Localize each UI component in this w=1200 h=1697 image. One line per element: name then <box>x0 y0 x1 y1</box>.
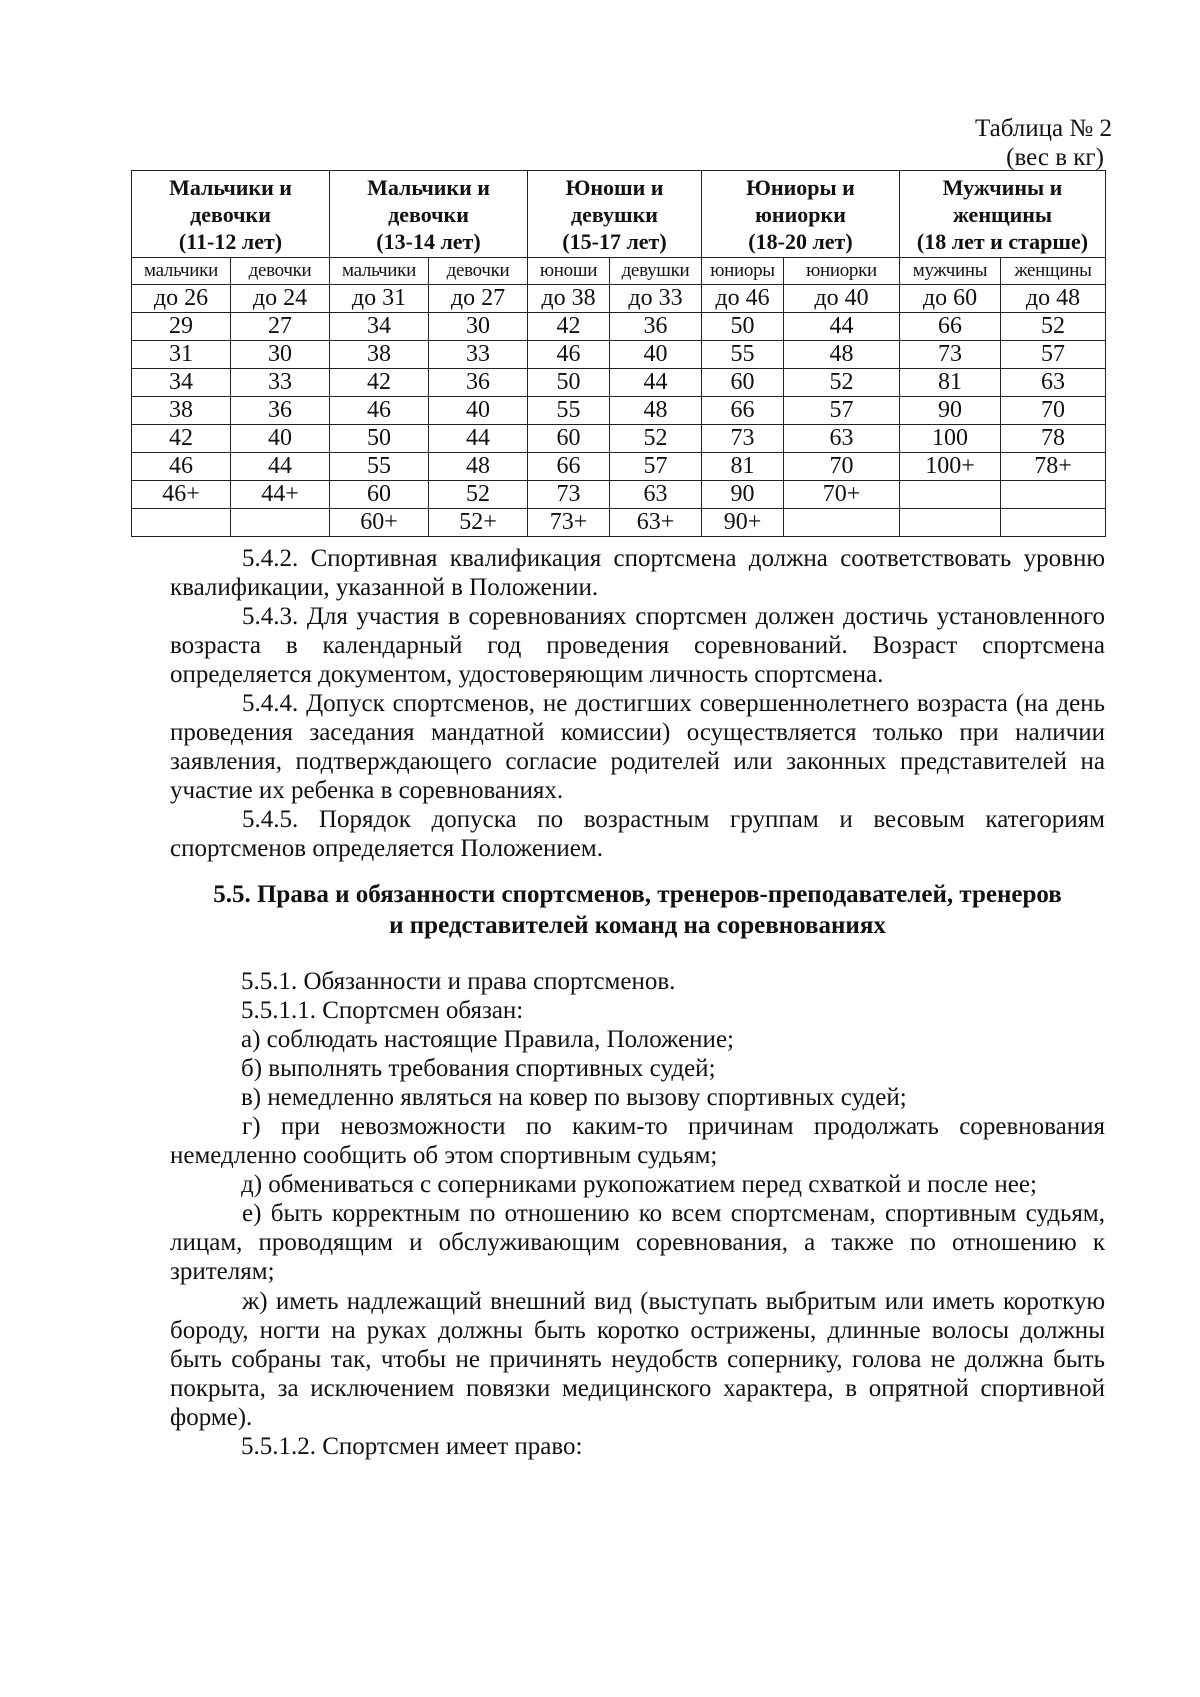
paragraph-5-4-3: 5.4.3. Для участия в соревнованиях спортсмен должен достичь установленного возраста в календарный год проведения соревнований. Возраст спортсмена определяется документом, удостоверяющим личность спортсмена. <box>170 603 1105 688</box>
table-cell: 66 <box>528 453 610 481</box>
table-cell: до 27 <box>429 285 528 313</box>
line-5-5-1: 5.5.1. Обязанности и права спортсменов. <box>241 968 676 995</box>
table-cell: 34 <box>132 369 231 397</box>
table-cell: 73 <box>702 425 784 453</box>
table-cell: 55 <box>330 453 429 481</box>
table-row <box>132 425 1106 453</box>
table-cell: 44 <box>231 453 330 481</box>
table-cell: 36 <box>610 313 702 341</box>
table-cell: до 33 <box>610 285 702 313</box>
table-row <box>132 509 1106 537</box>
table-cell <box>900 481 1001 509</box>
table-cell <box>784 509 900 537</box>
group-header: Мальчики и девочки (13-14 лет) <box>330 171 528 258</box>
table-cell <box>900 509 1001 537</box>
table-cell: 44+ <box>231 481 330 509</box>
subheader-row <box>132 258 1106 285</box>
table-cell: 36 <box>231 397 330 425</box>
table-cell <box>231 509 330 537</box>
table-cell: 60 <box>528 425 610 453</box>
column-header: юноши <box>528 258 610 285</box>
column-header: юниоры <box>702 258 784 285</box>
table-cell: 57 <box>1001 341 1106 369</box>
table-cell <box>1001 481 1106 509</box>
column-header: мужчины <box>900 258 1001 285</box>
paragraph-5-4-2: 5.4.2. Спортивная квалификация спортсмена должна соответствовать уровню квалификации, указанной в Положении. <box>170 545 1105 601</box>
table-cell: 73 <box>528 481 610 509</box>
group-header: Юноши и девушки (15-17 лет) <box>528 171 702 258</box>
column-header: женщины <box>1001 258 1106 285</box>
table-cell: до 46 <box>702 285 784 313</box>
table-cell: 42 <box>528 313 610 341</box>
table-cell: 52 <box>784 369 900 397</box>
table-cell: до 26 <box>132 285 231 313</box>
table-cell: 57 <box>610 453 702 481</box>
table-cell: 46 <box>528 341 610 369</box>
table-cell: 44 <box>610 369 702 397</box>
list-item-d: д) обмениваться с соперниками рукопожатием перед схваткой и после нее; <box>241 1171 1037 1198</box>
column-header: девушки <box>610 258 702 285</box>
table-cell: 33 <box>231 369 330 397</box>
table-cell: 29 <box>132 313 231 341</box>
table-cell: 73+ <box>528 509 610 537</box>
table-unit: (вес в кг) <box>1006 144 1104 171</box>
group-header-row <box>132 171 1106 258</box>
table-cell: до 38 <box>528 285 610 313</box>
table-cell: 52 <box>1001 313 1106 341</box>
table-cell: 44 <box>429 425 528 453</box>
table-cell: 90+ <box>702 509 784 537</box>
table-cell: 48 <box>429 453 528 481</box>
table-cell: до 31 <box>330 285 429 313</box>
table-cell: 52 <box>610 425 702 453</box>
table-cell: 81 <box>900 369 1001 397</box>
table-cell: 38 <box>330 341 429 369</box>
table-cell: 46+ <box>132 481 231 509</box>
table-cell: 46 <box>330 397 429 425</box>
table-cell: 70 <box>784 453 900 481</box>
table-cell: 36 <box>429 369 528 397</box>
table-cell: до 40 <box>784 285 900 313</box>
table-cell: 60 <box>702 369 784 397</box>
column-header: мальчики <box>330 258 429 285</box>
group-header: Мальчики и девочки (11-12 лет) <box>132 171 330 258</box>
line-5-5-1-1: 5.5.1.1. Спортсмен обязан: <box>241 997 524 1024</box>
weight-categories-table <box>131 170 1106 537</box>
table-cell <box>1001 509 1106 537</box>
table-cell: 52 <box>429 481 528 509</box>
table-cell: 50 <box>702 313 784 341</box>
table-cell: 63 <box>610 481 702 509</box>
list-item-g: г) при невозможности по каким-то причинам продолжать соревнования немедленно сообщить об этом спортивным судьям; <box>170 1113 1105 1169</box>
table-cell: до 48 <box>1001 285 1106 313</box>
table-cell: 70 <box>1001 397 1106 425</box>
column-header: девочки <box>429 258 528 285</box>
group-header: Юниоры и юниорки (18-20 лет) <box>702 171 900 258</box>
paragraph-5-4-5: 5.4.5. Порядок допуска по возрастным группам и весовым категориям спортсменов определяется Положением. <box>170 806 1105 862</box>
table-cell: 48 <box>610 397 702 425</box>
table-cell: 42 <box>330 369 429 397</box>
table-cell: 73 <box>900 341 1001 369</box>
list-item-a: а) соблюдать настоящие Правила, Положение; <box>241 1026 734 1053</box>
table-cell: 34 <box>330 313 429 341</box>
list-item-e: е) быть корректным по отношению ко всем спортсменам, спортивным судьям, лицам, проводящим и обслуживающим соревнования, а также по отношению к зрителям; <box>170 1200 1105 1285</box>
table-cell: 40 <box>610 341 702 369</box>
table-cell: 50 <box>528 369 610 397</box>
table-cell: 31 <box>132 341 231 369</box>
table-cell: 30 <box>231 341 330 369</box>
table-cell: 78 <box>1001 425 1106 453</box>
table-cell: 52+ <box>429 509 528 537</box>
column-header: юниорки <box>784 258 900 285</box>
table-cell: 48 <box>784 341 900 369</box>
table-cell <box>132 509 231 537</box>
paragraph-5-4-4: 5.4.4. Допуск спортсменов, не достигших совершеннолетнего возраста (на день проведения заседания мандатной комиссии) осуществляется только при наличии заявления, подтверждающего согласие родителей или законных представителей на участие их ребенка в соревнованиях. <box>170 690 1105 804</box>
table-cell: 66 <box>900 313 1001 341</box>
table-row <box>132 285 1106 313</box>
section-heading-5-5: 5.5. Права и обязанности спортсменов, тренеров-преподавателей, тренеров и представителей команд на соревнованиях <box>213 881 1062 939</box>
table-row <box>132 481 1106 509</box>
table-cell: 42 <box>132 425 231 453</box>
table-cell: 40 <box>231 425 330 453</box>
table-row <box>132 369 1106 397</box>
list-item-v: в) немедленно являться на ковер по вызову спортивных судей; <box>241 1084 907 1111</box>
table-cell: 100+ <box>900 453 1001 481</box>
line-5-5-1-2: 5.5.1.2. Спортсмен имеет право: <box>241 1433 583 1460</box>
table-cell: 60+ <box>330 509 429 537</box>
table-cell: 70+ <box>784 481 900 509</box>
table-cell: 60 <box>330 481 429 509</box>
list-item-zh: ж) иметь надлежащий внешний вид (выступать выбритым или иметь короткую бороду, ногти на руках должны быть коротко острижены, длинные волосы должны быть собраны так, чтобы не причинять неудобств сопернику, голова не должна быть покрыта, за исключением повязки медицинского характера, в опрятной спортивной форме). <box>170 1288 1105 1431</box>
table-row <box>132 397 1106 425</box>
table-cell: 55 <box>702 341 784 369</box>
table-cell: 44 <box>784 313 900 341</box>
table-cell: 46 <box>132 453 231 481</box>
table-cell: 66 <box>702 397 784 425</box>
group-header: Мужчины и женщины (18 лет и старше) <box>900 171 1106 258</box>
table-cell: 63 <box>1001 369 1106 397</box>
table-cell: 100 <box>900 425 1001 453</box>
column-header: девочки <box>231 258 330 285</box>
table-cell: 90 <box>702 481 784 509</box>
table-cell: 55 <box>528 397 610 425</box>
table-cell: 38 <box>132 397 231 425</box>
table-row <box>132 341 1106 369</box>
table-cell: 63+ <box>610 509 702 537</box>
table-cell: до 60 <box>900 285 1001 313</box>
table-row <box>132 453 1106 481</box>
table-cell: до 24 <box>231 285 330 313</box>
table-body <box>132 285 1106 537</box>
table-cell: 30 <box>429 313 528 341</box>
list-item-b: б) выполнять требования спортивных судей; <box>241 1055 716 1082</box>
column-header: мальчики <box>132 258 231 285</box>
table-cell: 57 <box>784 397 900 425</box>
table-caption: Таблица № 2 <box>974 115 1112 142</box>
table-row <box>132 313 1106 341</box>
table-cell: 40 <box>429 397 528 425</box>
table-cell: 63 <box>784 425 900 453</box>
table-cell: 78+ <box>1001 453 1106 481</box>
table-cell: 50 <box>330 425 429 453</box>
table-cell: 33 <box>429 341 528 369</box>
table-cell: 90 <box>900 397 1001 425</box>
table-cell: 81 <box>702 453 784 481</box>
table-cell: 27 <box>231 313 330 341</box>
